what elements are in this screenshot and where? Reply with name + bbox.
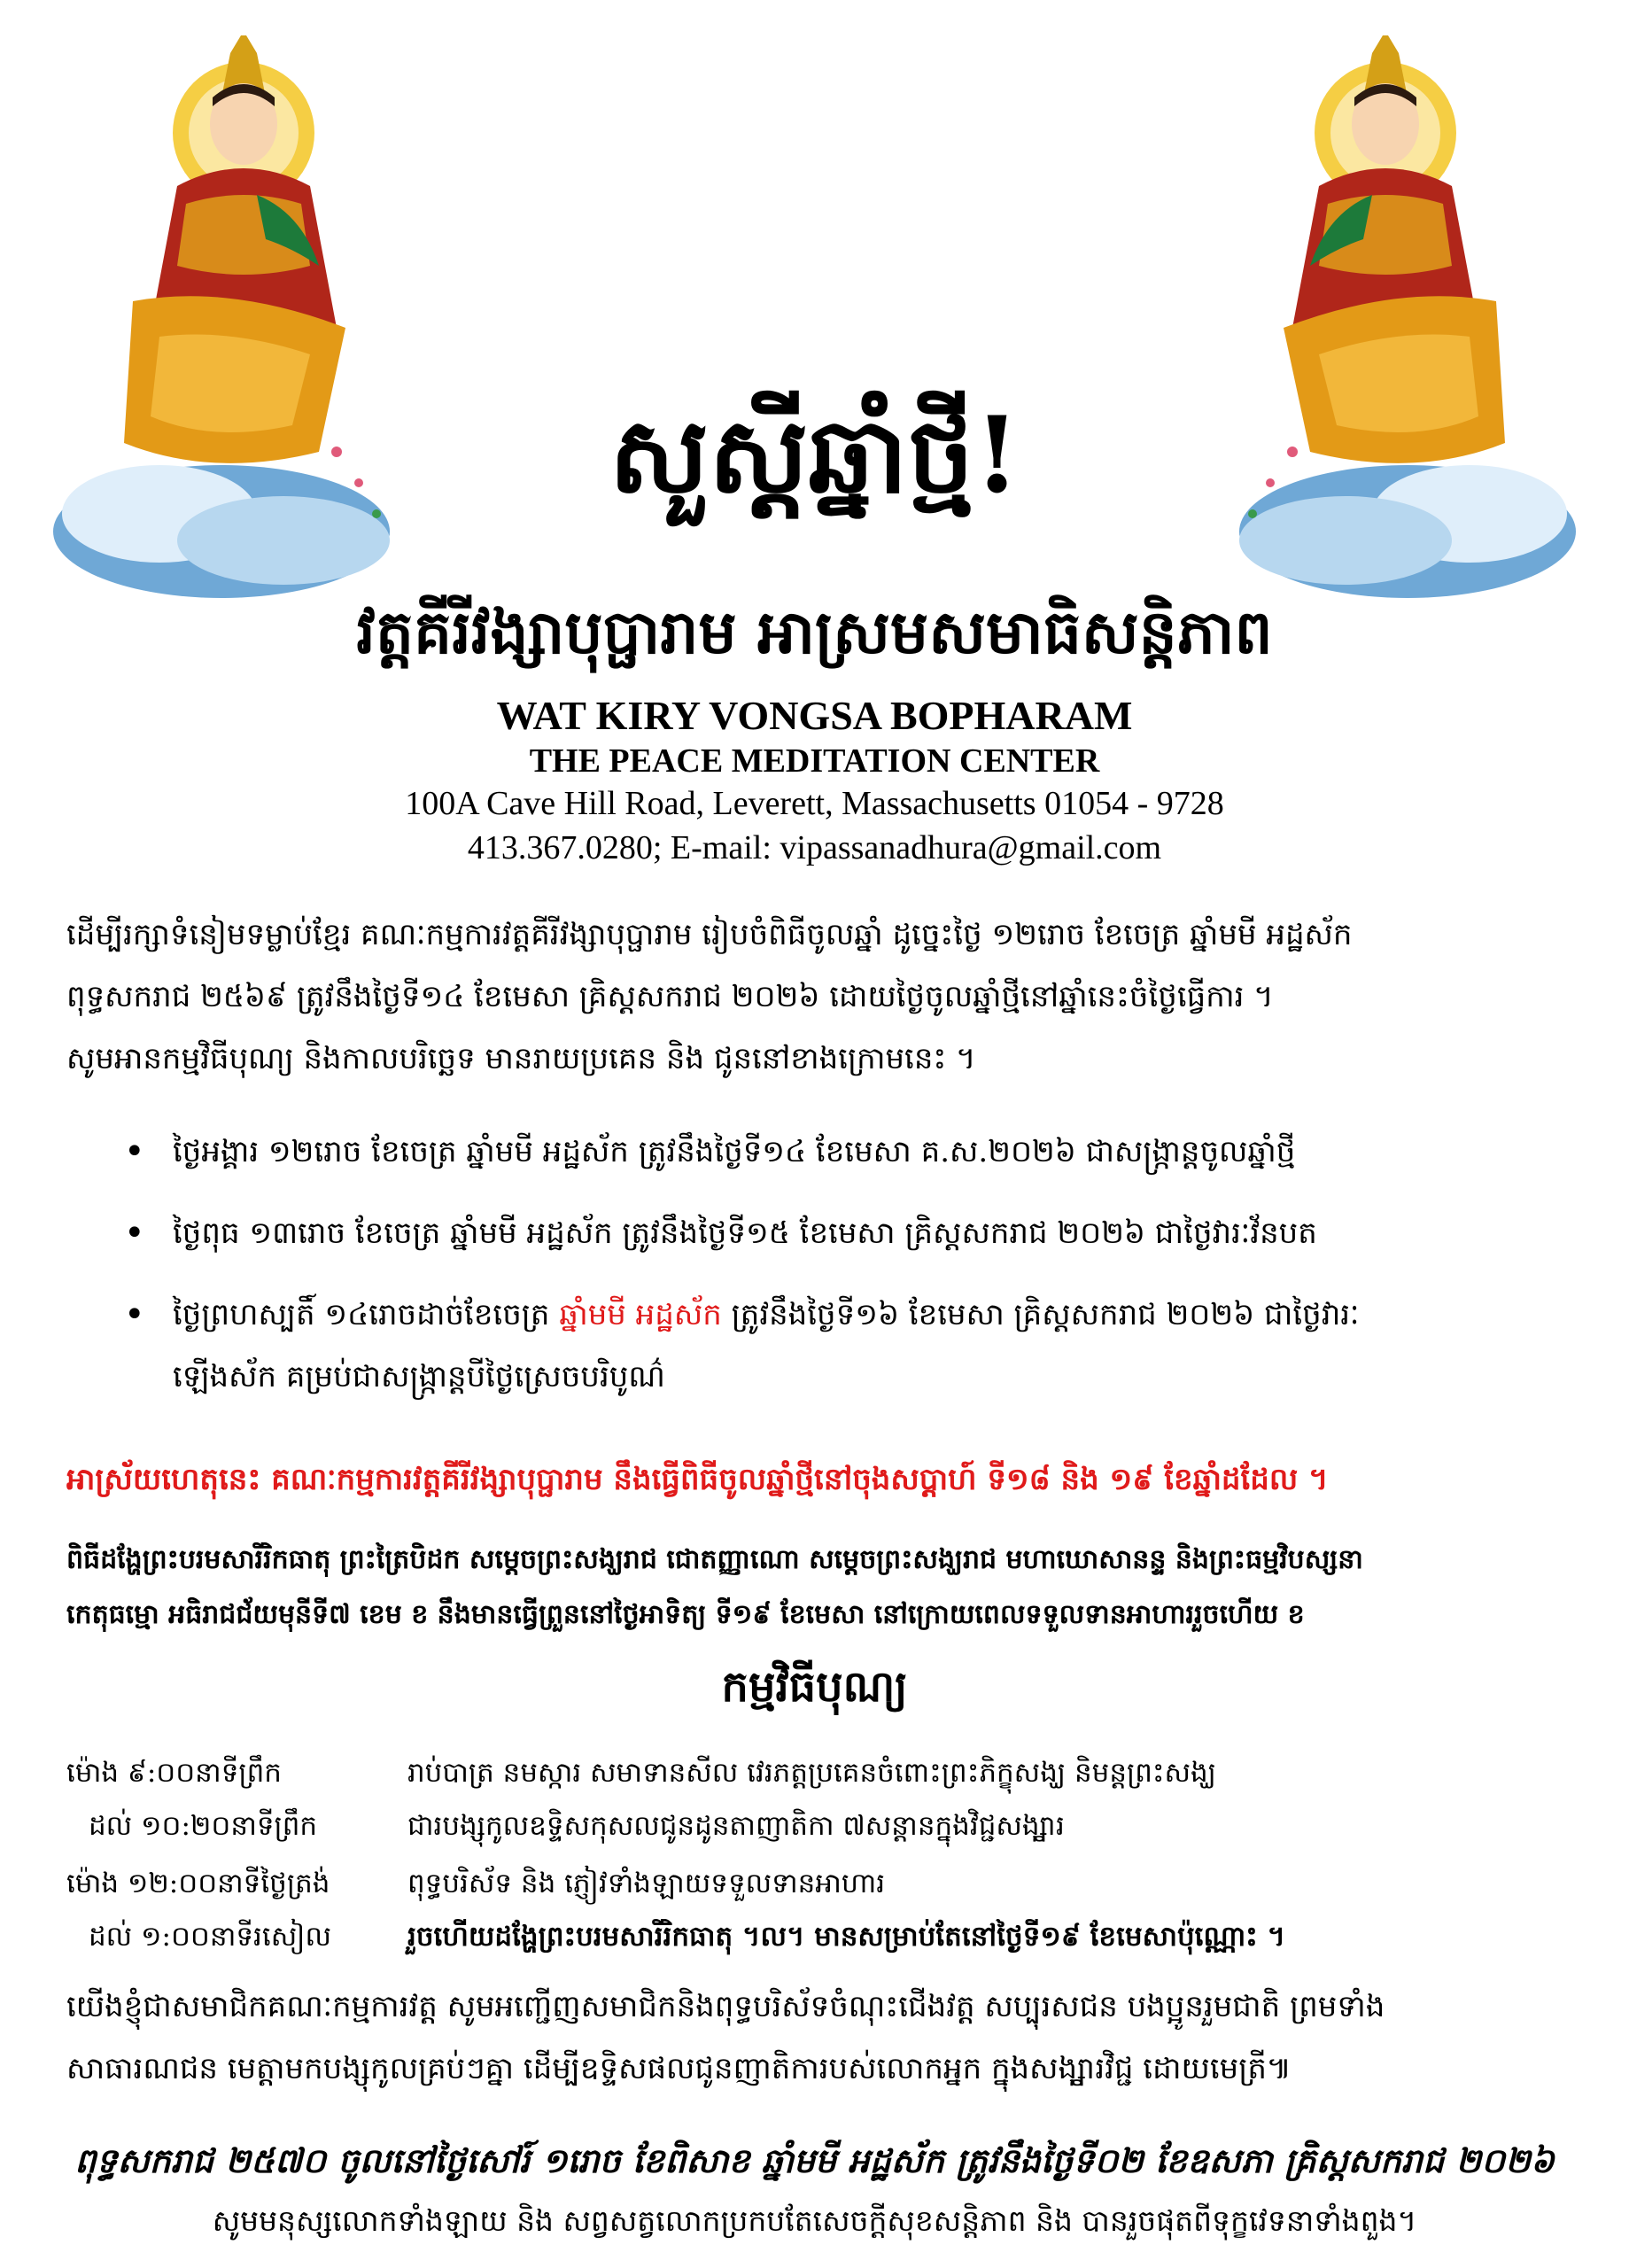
bullet-text: ឡើងស័ក គម្រប់ជាសង្ក្រាន្តបីថ្ងៃស្រេចបរិបូណ៌ xyxy=(173,1359,665,1394)
apsara-art xyxy=(53,35,390,602)
intro-paragraph xyxy=(66,904,1572,1090)
schedule-time: ដល់ ១:០០នាទីរសៀល xyxy=(89,1921,331,1953)
bullet-text: ថ្ងៃពុធ ១៣រោច ខែចេត្រ ឆ្នាំមមី អដ្ឋស័ក ត្រូវនឹងថ្ងៃទី១៥ ខែមេសា គ្រិស្តសករាជ ២០២៦ ជាថ្ងៃវារៈវ័នបត xyxy=(173,1216,1317,1251)
address: 100A Cave Hill Road, Leverett, Massachusetts 01054 - 9728 xyxy=(405,785,1224,822)
bullet-icon: • xyxy=(124,1213,145,1254)
schedule-time: ម៉ោង ៩:០០នាទីព្រឹក xyxy=(66,1757,282,1789)
bullet-text: ត្រូវនឹងថ្ងៃទី១៦ ខែមេសា គ្រិស្តសករាជ ២០២៦ ជាថ្ងៃវារៈ xyxy=(721,1297,1360,1332)
bullet-icon: • xyxy=(124,1294,145,1335)
buddhist-era-footer: ពុទ្ធសករាជ ២៥៧០ ចូលនៅថ្ងៃសៅរ៍ ១រោច ខែពិសាខ ឆ្នាំមមី អដ្ឋស័ក ត្រូវនឹងថ្ងៃទី០២ ខែឧសភា គ្រិស្តសករាជ ២០២៦ xyxy=(74,2140,1555,2180)
program-title: កម្មវិធីបុណ្យ xyxy=(721,1662,908,1712)
schedule-desc: រាប់បាត្រ នមស្ការ សមាទានសីល វេរភត្តប្រគេនចំពោះព្រះភិក្ខុសង្ឃ និមន្តព្រះសង្ឃ xyxy=(407,1757,1216,1789)
temple-name-english: WAT KIRY VONGSA BOPHARAM xyxy=(496,693,1133,738)
schedule-desc: ពុទ្ធបរិស័ទ និង ភ្ញៀវទាំងឡាយទទួលទានអាហារ xyxy=(407,1868,886,1899)
intro-line: សូមអានកម្មវិធីបុណ្យ និងកាលបរិច្ឆេទ មានរាយប្រគេន និង ជូននៅខាងក្រោមនេះ ។ xyxy=(66,1041,976,1076)
intro-line: ពុទ្ធសករាជ ២៥៦៩ ត្រូវនឹងថ្ងៃទី១៤ ខែមេសា គ្រិស្តសករាជ ២០២៦ ដោយថ្ងៃចូលឆ្នាំថ្មីនៅឆ្នាំនេះចំថ្ងៃធ្វើការ ។ xyxy=(66,979,1274,1014)
bullet-icon: • xyxy=(124,1131,145,1172)
bullet-text: ថ្ងៃអង្គារ ១២រោច ខែចេត្រ ឆ្នាំមមី អដ្ឋស័ក ត្រូវនឹងថ្ងៃទី១៤ ខែមេសា គ.ស.២០២៦ ជាសង្ក្រាន្តចូលឆ្នាំថ្មី xyxy=(173,1134,1296,1169)
temple-name-khmer: វត្តគីរីវង្សាបុប្ផារាម អាស្រមសមាធិសន្តិភាព xyxy=(356,597,1273,668)
bullet-item xyxy=(124,1284,1577,1408)
center-name: THE PEACE MEDITATION CENTER xyxy=(529,742,1100,780)
blessing-footer: សូមមនុស្សលោកទាំងឡាយ និង សព្វសត្វលោកប្រកបតែសេចក្តីសុខសន្តិភាព និង បានរួចផុតពីទុក្ខវេទនាទាំងពួង។ xyxy=(212,2203,1417,2238)
invite-line: យើងខ្ញុំជាសមាជិកគណៈកម្មការវត្ត សូមអញ្ជើញសមាជិកនិងពុទ្ធបរិស័ទចំណុះជើងវត្ត សប្បុរសជន បងប្អូនរួមជាតិ ព្រមទាំង xyxy=(66,1989,1385,2024)
schedule-desc: ជារបង្សុកូលឧទ្ទិសកុសលជូនដូនតាញាតិកា ៧សន្តានក្នុងវិជ្ជសង្ស្ការ xyxy=(407,1810,1065,1842)
bullet-item xyxy=(124,1121,1577,1183)
new-year-greeting: សួស្តីឆ្នាំថ្មី! xyxy=(609,393,1020,517)
apsara-art xyxy=(1239,35,1576,602)
contact-info: 413.367.0280; E-mail: vipassanadhura@gmail.com xyxy=(467,829,1162,866)
relics-line: កេតុធម្មោ អធិរាជជ័យមុនីទី៧ ខេម ខ នឹងមានធ្វើព្រួននៅថ្ងៃអាទិត្យ ទី១៩ ខែមេសា នៅក្រោយពេលទទួលទានអាហាររួចហើយ ខ xyxy=(66,1599,1305,1630)
apsara-illustration-right xyxy=(1239,35,1576,602)
bullet-item xyxy=(124,1202,1577,1264)
intro-line: ដើម្បីរក្សាទំនៀមទម្លាប់ខ្មែរ គណៈកម្មការវត្តគីរីវង្សាបុប្ផារាម រៀបចំពិធីចូលឆ្នាំ ដូច្នេះថ្ងៃ ១២រោច ខែចេត្រ ឆ្នាំមមី អដ្ឋស័ក xyxy=(66,917,1353,952)
invitation-paragraph xyxy=(66,1976,1572,2100)
schedule-bullets xyxy=(124,1121,1577,1427)
relics-paragraph xyxy=(66,1533,1572,1643)
relics-line: ពិធីដង្ហែព្រះបរមសារីរិកធាតុ ព្រះត្រៃបិដក សម្តេចព្រះសង្ឃរាជ ជោតញ្ញាណោ សម្តេចព្រះសង្ឃរាជ មហាឃោសានន្ទ និងព្រះធម្មវិបស្សនា xyxy=(66,1544,1363,1575)
bullet-text: ថ្ងៃព្រហស្បតិ៍ ១៤រោចដាច់ខែចេត្រ xyxy=(173,1297,560,1332)
apsara-illustration-left xyxy=(53,35,390,602)
invite-line: សាធារណជន មេត្តាមកបង្សុកូលគ្រប់ៗគ្នា ដើម្បីឧទ្ទិសផលជូនញាតិការបស់លោកអ្នក ក្នុងសង្ស្ការវិជ្ជ ដោយមេត្រី៕ xyxy=(66,2051,1292,2086)
schedule-desc: រួចហើយដង្ហែព្រះបរមសារីរិកធាតុ ។ល។ មានសម្រាប់តែនៅថ្ងៃទី១៩ ខែមេសាប៉ុណ្ណោះ ។ xyxy=(407,1921,1286,1953)
schedule-time: ម៉ោង ១២:០០នាទីថ្ងៃត្រង់ xyxy=(66,1868,330,1899)
bullet-highlight: ឆ្នាំមមី អដ្ឋស័ក xyxy=(559,1297,722,1332)
schedule-time: ដល់ ១០:២០នាទីព្រឹក xyxy=(89,1810,318,1842)
weekend-notice: អាស្រ័យហេតុនេះ គណៈកម្មការវត្តគីរីវង្សាបុប្ផារាម នឹងធ្វើពិធីចូលឆ្នាំថ្មីនៅចុងសប្តាហ៍ ទី១៨ និង ១៩ ខែឆ្នាំដដែល ។ xyxy=(66,1462,1329,1497)
